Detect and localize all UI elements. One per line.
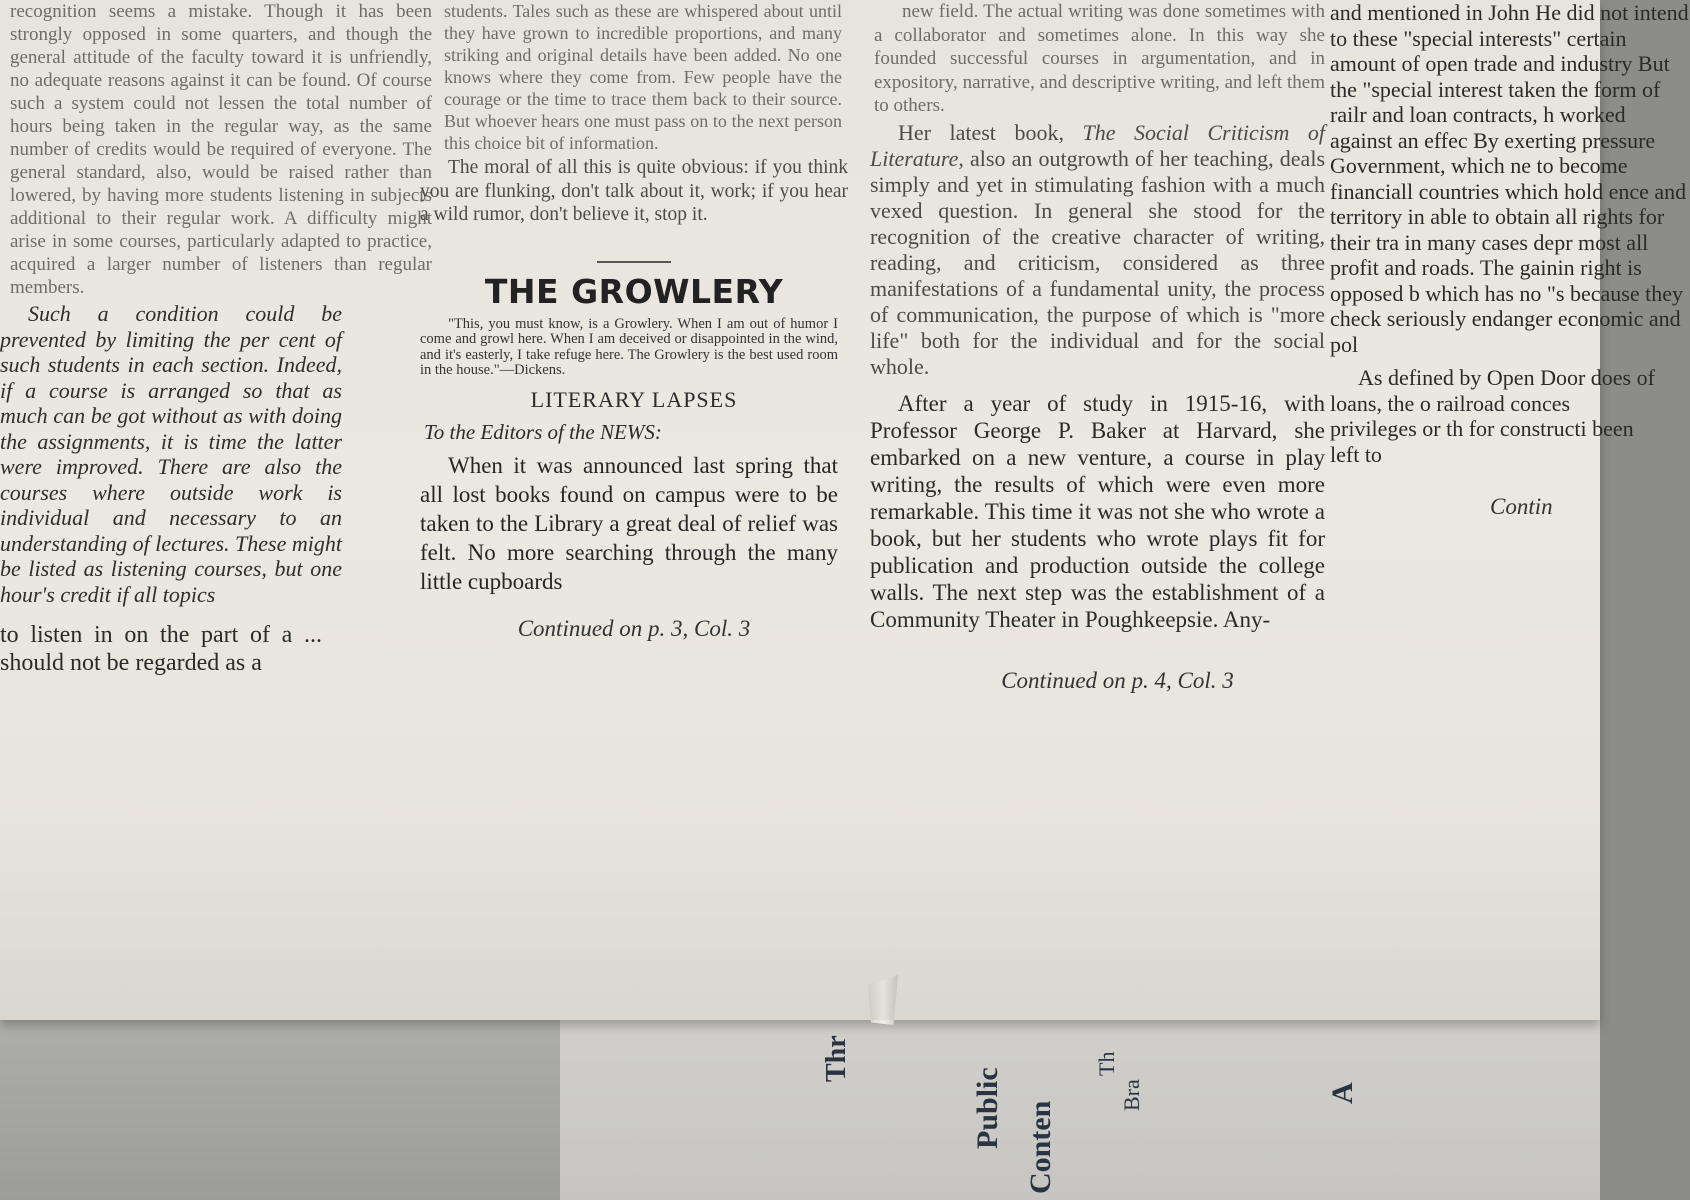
column-1-paragraph-1: recognition seems a mistake. Though it has been strongly opposed in some quarters, and though the general attitude of the faculty toward it is unfriendly, no adequate reasons against it can be found. Of course such a system could not lessen the total number of hours being taken in the regular way, as the same number of credits would be required of everyone. The general standard, also, would be raised rather than lowered, by having more students listening in subjects additional to their regular work. A difficulty might arise in some courses, particularly adapted to practice, acquired a larger number of listeners than regular members. (10, 1, 432, 298)
column-1 (0, 0, 432, 677)
column-1-paragraph-2: Such a condition could be prevented by limiting the per cent of such students in each section. Indeed, if a course is arranged so that as much can be got without as with doing the assignments, it is time the latter were improved. There are also the courses where outside work is individual and necessary to an understanding of lectures. These might be listed as listening courses, but one hour's credit if all topics (0, 301, 342, 607)
page-crease (868, 975, 898, 1025)
column-4 (1330, 0, 1689, 519)
letter-salutation: To the Editors of the NEWS: (424, 419, 662, 444)
column-2-paragraph-1: students. Tales such as these are whispered about until they have grown to incredible proportions, and many striking and original details have been added. No one knows where they come from. Few people have the courage or the time to trace them back to their source. But whoever hears one must pass on to the next person this choice bit of information. (444, 1, 842, 153)
magazine-fragment: Thr (821, 1035, 852, 1082)
column-2-paragraph-2: The moral of all this is quite obvious: if you think you are flunking, don't talk about it, work; if you hear a wild rumor, don't believe it, stop it. (420, 157, 848, 225)
column-3-paragraph-1: new field. The actual writing was done sometimes with a collaborator and sometimes alone. In this way she founded successful courses in argumentation, and in expository, narrative, and descriptive writing, and left them to others. (874, 1, 1325, 116)
magazine-fragment: A (1326, 1082, 1359, 1104)
book-title: The Social Criticism of Literature (870, 119, 1325, 171)
column-3-paragraph-2-start: Her latest book, (898, 119, 1083, 145)
column-4-paragraph-2: As defined by Open Door does of loans, the o railroad conces privileges or th for constructi been left to (1330, 365, 1655, 467)
magazine-fragment: Conten (1024, 1100, 1057, 1194)
underlying-magazine (560, 1000, 1600, 1200)
column-3-paragraph-2-end: , also an outgrowth of her teaching, deals simply and yet in stimulating fashion with a much vexed question. In general she stood for the recognition of the creative character of writing, reading, and criticism, considered as three manifestations of a fundamental unity, the process of communication, the purpose of which is "more life" both for the individual and for the social whole. (870, 145, 1325, 379)
magazine-fragment: Th (1094, 1051, 1119, 1076)
column-4-paragraph-1: and mentioned in John He did not intend to these "special interests" certain amount of open trade and industry But the "special interest taken the form of railr and loan contracts, h worked against an effec By exerting pressure Government, which ne to become financiall countries which hold ence and territory in able to obtain all rights for their tra in many cases depr most all profit and roads. The gainin right is opposed b which has no "s because they check seriously endanger economic and pol (1330, 0, 1689, 357)
column-3-paragraph-2 (870, 120, 1325, 380)
magazine-fragment: Public (971, 1067, 1004, 1149)
continued-note: Contin (1490, 494, 1553, 519)
epigraph-quote: "This, you must know, is a Growlery. When I am out of humor I come and growl here. When I am deceived or disappointed in the wind, and it's easterly, I take refuge here. The Growlery is the best used room in the house."—Dickens. (420, 315, 838, 378)
section-heading: THE GROWLERY (484, 271, 784, 311)
column-3 (870, 0, 1325, 692)
column-2 (420, 0, 848, 640)
continued-note: Continued on p. 3, Col. 3 (517, 615, 751, 641)
section-divider (597, 261, 671, 263)
letter-title: LITERARY LAPSES (530, 386, 738, 412)
column-1-paragraph-3: to listen in on the part of a ... should not be regarded as a (0, 622, 322, 676)
letter-body: When it was announced last spring that all lost books found on campus were to be taken to the Library a great deal of relief was felt. No more searching through the many little cupboards (420, 452, 838, 594)
column-3-paragraph-3: After a year of study in 1915-16, with Professor George P. Baker at Harvard, she embarked on a new venture, a course in play writing, the results of which were even more remarkable. This time it was not she who wrote a book, but her students who wrote plays fit for publication and production outside the college walls. The next step was the establishment of a Community Theater in Poughkeepsie. Any- (870, 390, 1325, 632)
magazine-fragment: Bra (1119, 1079, 1144, 1111)
continued-note: Continued on p. 4, Col. 3 (1001, 667, 1234, 693)
